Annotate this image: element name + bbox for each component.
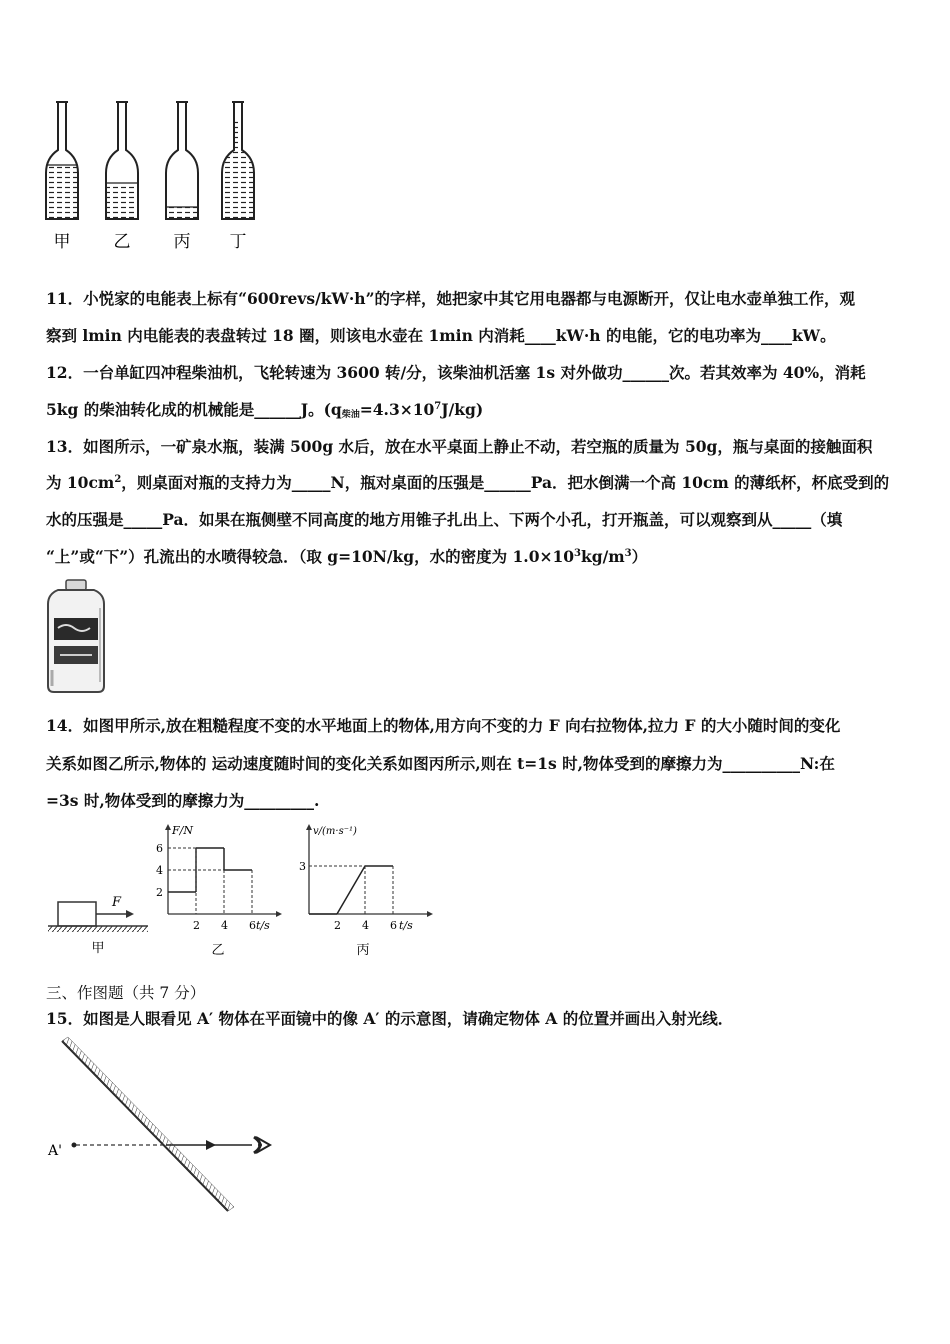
bing-ylabel: v/(m·s⁻¹) xyxy=(313,826,357,837)
q12-line2-b: =4.3×10 xyxy=(359,400,435,419)
fig14-bing-chart xyxy=(293,822,438,962)
mirror-figure xyxy=(40,1035,300,1225)
section3-title: 三、作图题（共 7 分） xyxy=(46,984,206,1002)
q13-line2-b: ，则桌面对瓶的支持力为_____N，瓶对桌面的压强是______Pa．把水倒满一个高 10cm 的薄纸杯，杯底受到的 xyxy=(121,473,890,492)
bottles-figure xyxy=(40,95,260,255)
q13-line4 xyxy=(46,545,647,567)
q12-fuel-sub: 柴油 xyxy=(341,410,360,420)
yi-ytick: 6 xyxy=(156,842,163,855)
yi-ytick: 4 xyxy=(156,864,163,877)
q14-line1: 14．如图甲所示,放在粗糙程度不变的水平地面上的物体,用方向不变的力 F 向右拉物体,拉力 F 的大小随时间的变化 xyxy=(46,716,841,735)
block xyxy=(58,902,96,926)
fig14-jia xyxy=(44,888,154,958)
yi-ylabel: F/N xyxy=(172,824,193,837)
q12-line2 xyxy=(46,398,483,420)
fig-yi-caption: 乙 xyxy=(211,943,225,958)
q15-text: 15．如图是人眼看见 A′ 物体在平面镜中的像 A′ 的示意图，请确定物体 A 的位置并画出入射光线． xyxy=(46,1009,734,1028)
fig14-yi-chart xyxy=(152,822,287,962)
q13-line2 xyxy=(46,471,889,493)
yi-xtick: 2 xyxy=(193,919,200,932)
q13-line3: 水的压强是_____Pa．如果在瓶侧壁不同高度的地方用锥子扎出上、下两个小孔，打开瓶盖，可以观察到从_____（填 xyxy=(46,510,843,529)
bottle-yi xyxy=(100,102,150,223)
yi-xlabel: t/s xyxy=(256,919,270,932)
bottle-bing xyxy=(160,102,210,223)
q12-line1: 12．一台单缸四冲程柴油机，飞轮转速为 3600 转/分，该柴油机活塞 1s 对外做功______次。若其效率为 40%，消耗 xyxy=(46,363,866,382)
bing-segment xyxy=(337,866,365,914)
yi-xtick: 4 xyxy=(221,919,228,932)
bing-xtick: 4 xyxy=(362,919,369,932)
bing-xtick: 6 xyxy=(390,919,397,932)
water-bottle-figure xyxy=(44,578,110,696)
q14-line2: 关系如图乙所示,物体的 运动速度随时间的变化关系如图丙所示,则在 t=1s 时,物体受到的摩擦力为__________N:在 xyxy=(46,754,835,773)
q13-density-sup: 3 xyxy=(574,548,581,559)
q11-line1: 11．小悦家的电能表上标有“600revs/kW·h”的字样，她把家中其它用电器都与电源断开，仅让电水壶单独工作，观 xyxy=(46,289,855,308)
q14-line3: =3s 时,物体受到的摩擦力为_________. xyxy=(46,791,320,810)
q12-exp: 7 xyxy=(434,401,442,412)
plane-mirror xyxy=(62,1037,234,1211)
bottle-label-ding: 丁 xyxy=(229,232,247,252)
q13-line4-c: ） xyxy=(631,547,648,566)
q13-line4-b: kg/m xyxy=(581,547,625,566)
bing-xlabel: t/s xyxy=(399,919,413,932)
q12-line2-c: J/kg) xyxy=(441,400,484,419)
q13-unit-sup: 3 xyxy=(624,548,632,559)
fig-jia-caption: 甲 xyxy=(91,941,105,956)
q13-line4-a: “上”或“下”）孔流出的水喷得较急．（取 g=10N/kg，水的密度为 1.0×10 xyxy=(46,547,575,566)
bottle-jia xyxy=(40,102,90,225)
q13-line1: 13．如图所示，一矿泉水瓶，装满 500g 水后，放在水平桌面上静止不动，若空瓶的质量为 50g，瓶与桌面的接触面积 xyxy=(46,437,873,456)
image-point xyxy=(72,1143,77,1148)
force-label: F xyxy=(112,895,122,910)
bottle-label-yi: 乙 xyxy=(113,232,131,252)
bottle-ding xyxy=(216,102,260,225)
q13-area-sup: 2 xyxy=(114,474,122,485)
q11-line2: 察到 lmin 内电能表的表盘转过 18 圈，则该电水壶在 1min 内消耗____kW·h 的电能，它的电功率为____kW。 xyxy=(46,326,836,345)
bottle-label-bing: 丙 xyxy=(173,232,191,252)
image-label: A' xyxy=(48,1143,62,1159)
q13-line2-a: 为 10cm xyxy=(46,473,115,492)
yi-ytick: 2 xyxy=(156,886,163,899)
fig-bing-caption: 丙 xyxy=(356,943,370,958)
bing-ytick: 3 xyxy=(299,860,306,873)
q12-line2-a: 5kg 的柴油转化成的机械能是______J。(q xyxy=(46,400,342,419)
bottle-label-jia: 甲 xyxy=(53,232,71,252)
eye-icon xyxy=(254,1137,270,1153)
yi-xtick: 6 xyxy=(249,919,256,932)
bing-xtick: 2 xyxy=(334,919,341,932)
